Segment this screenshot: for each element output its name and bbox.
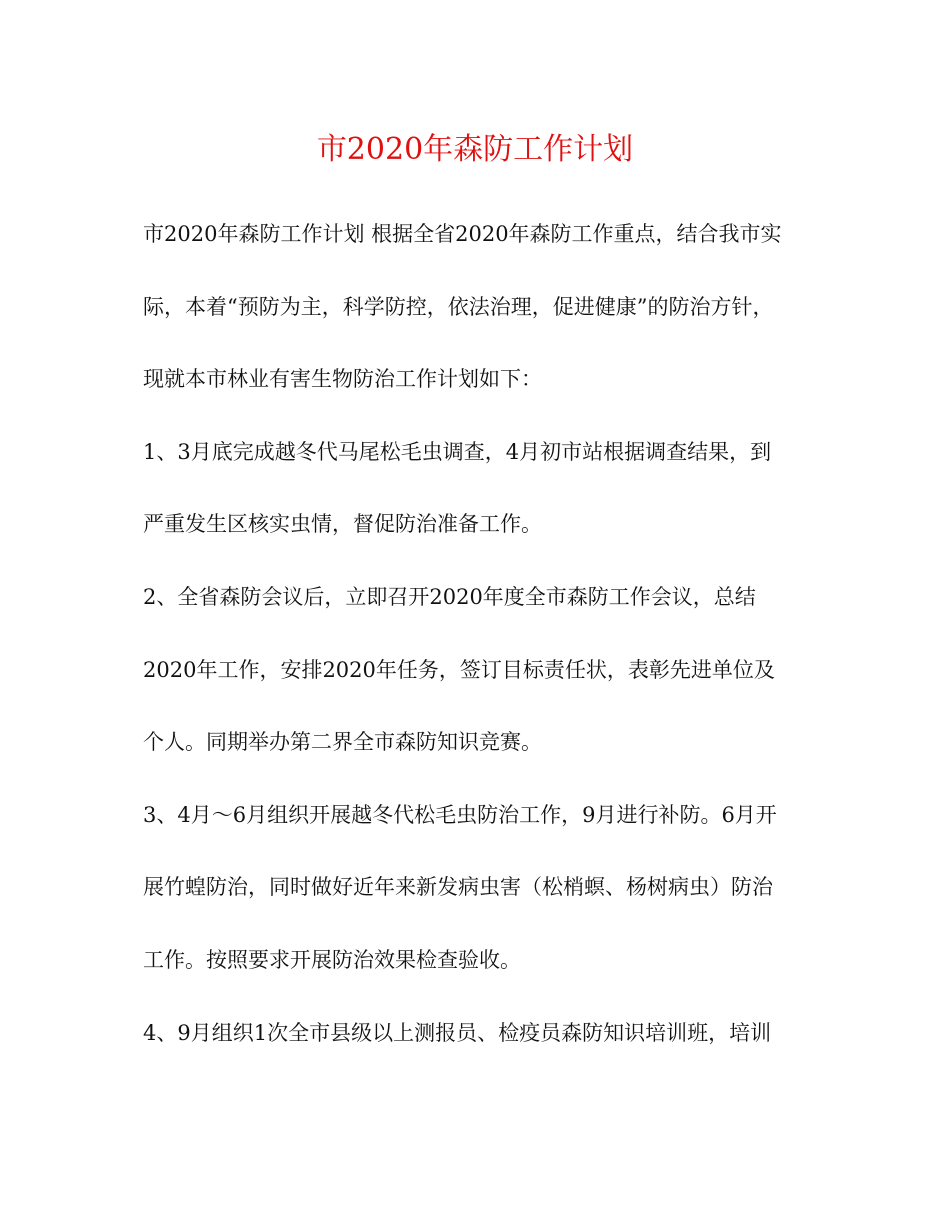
body-line: 现就本市林业有害生物防治工作计划如下： [143,367,542,392]
body-line: 2、全省森防会议后，立即召开2020年度全市森防工作会议，总结 [143,584,756,609]
body-line: 展竹蝗防治，同时做好近年来新发病虫害（松梢螟、杨树病虫）防治 [143,875,773,900]
body-line: 严重发生区核实虫情，督促防治准备工作。 [143,512,542,537]
body-line: 1、3月底完成越冬代马尾松毛虫调查，4月初市站根据调查结果，到 [143,439,772,464]
body-line: 际，本着“预防为主，科学防控，依法治理，促进健康”的防治方针， [143,294,774,319]
body-line: 个人。同期举办第二界全市森防知识竞赛。 [143,730,542,755]
document-body [143,212,813,1083]
body-line: 市2020年森防工作计划 根据全省2020年森防工作重点，结合我市实 [143,222,782,246]
document-title: 市2020年森防工作计划 [316,132,634,167]
body-line: 工作。按照要求开展防治效果检查验收。 [143,947,521,972]
body-line: 3、4月～6月组织开展越冬代松毛虫防治工作，9月进行补防。6月开 [143,802,777,827]
body-line: 4、9月组织1次全市县级以上测报员、检疫员森防知识培训班，培训 [143,1020,772,1045]
body-line: 2020年工作，安排2020年任务，签订目标责任状，表彰先进单位及 [143,657,775,682]
